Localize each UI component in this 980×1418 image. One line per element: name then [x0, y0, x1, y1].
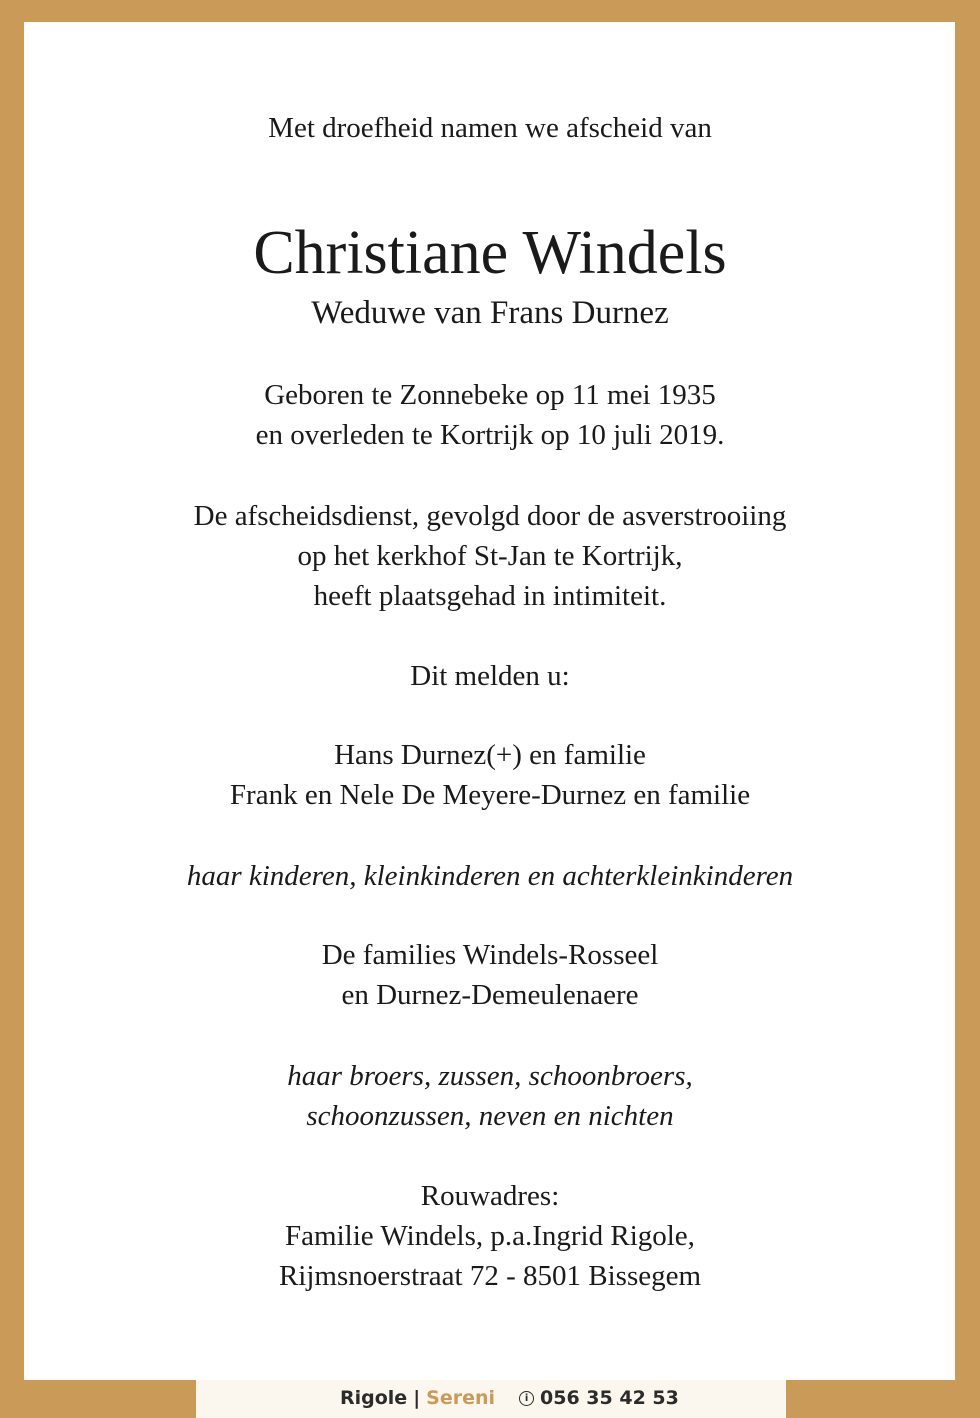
death-line: en overleden te Kortrijk op 10 juli 2019. [255, 419, 725, 451]
announce-line: Dit melden u: [410, 660, 570, 692]
service-line: heeft plaatsgehad in intimiteit. [313, 580, 667, 612]
brand-separator: | [413, 1387, 421, 1409]
birth-line: Geboren te Zonnebeke op 11 mei 1935 [264, 379, 716, 411]
service-line: op het kerkhof St-Jan te Kortrijk, [297, 540, 683, 572]
brand-main: Rigole [340, 1387, 408, 1409]
children-caption: haar kinderen, kleinkinderen en achterkleinkinderen [186, 860, 794, 892]
families-caption: schoonzussen, neven en nichten [306, 1100, 674, 1132]
deceased-name: Christiane Windels [253, 219, 727, 287]
intro-line: Met droefheid namen we afscheid van [268, 112, 712, 144]
families-line: en Durnez-Demeulenaere [341, 979, 639, 1011]
families-caption: haar broers, zussen, schoonbroers, [287, 1060, 693, 1092]
service-line: De afscheidsdienst, gevolgd door de asverstrooiing [193, 500, 787, 532]
address-line: Familie Windels, p.a.Ingrid Rigole, [285, 1220, 695, 1252]
widow-of-line: Weduwe van Frans Durnez [311, 295, 669, 331]
address-line: Rijmsnoerstraat 72 - 8501 Bissegem [278, 1260, 702, 1292]
info-icon: i [519, 1391, 534, 1406]
address-label: Rouwadres: [420, 1180, 560, 1212]
children-line: Hans Durnez(+) en familie [334, 739, 646, 771]
phone-number: 056 35 42 53 [540, 1387, 679, 1409]
brand-accent: Sereni [426, 1387, 496, 1409]
families-line: De families Windels-Rosseel [321, 939, 659, 971]
funeral-home-brand [340, 1383, 679, 1413]
children-line: Frank en Nele De Meyere-Durnez en familie [229, 779, 751, 811]
